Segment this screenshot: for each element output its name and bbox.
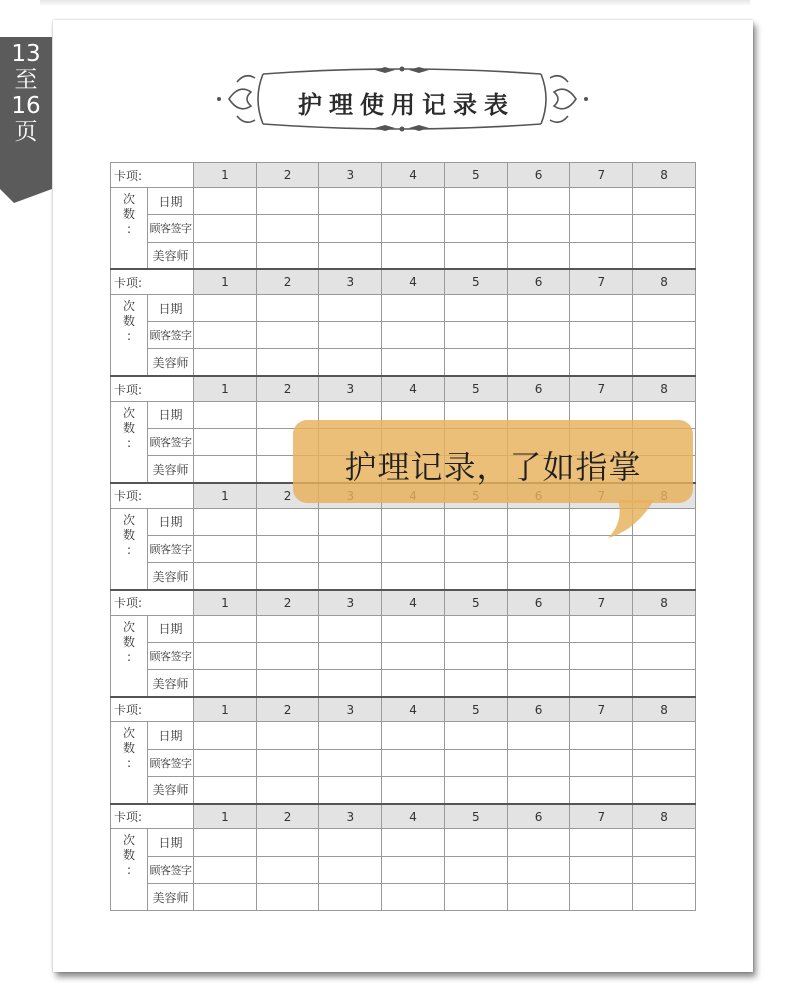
record-row	[111, 242, 696, 269]
entry-cell[interactable]	[382, 215, 445, 242]
row-label: 顾客签字	[148, 322, 194, 349]
entry-cell[interactable]	[507, 749, 570, 776]
count-label-char: :	[126, 542, 132, 557]
entry-cell[interactable]	[319, 508, 382, 535]
entry-cell[interactable]	[319, 883, 382, 910]
entry-cell[interactable]	[194, 777, 257, 804]
entry-cell[interactable]	[256, 563, 319, 590]
entry-cell[interactable]	[633, 749, 696, 776]
entry-cell[interactable]	[507, 883, 570, 910]
row-label: 顾客签字	[148, 535, 194, 562]
entry-cell[interactable]	[633, 856, 696, 883]
entry-cell[interactable]	[382, 535, 445, 562]
count-label-char: 次	[122, 512, 135, 527]
card-header-row	[111, 163, 696, 188]
card-item-label: 卡项:	[111, 804, 194, 829]
visit-number-cell: 7	[570, 804, 633, 829]
entry-cell[interactable]	[194, 349, 257, 376]
entry-cell[interactable]	[256, 215, 319, 242]
record-row	[111, 563, 696, 590]
visit-number-cell: 3	[319, 590, 382, 615]
visit-number-cell: 4	[382, 590, 445, 615]
entry-cell[interactable]	[444, 215, 507, 242]
entry-cell[interactable]	[633, 670, 696, 697]
entry-cell[interactable]	[507, 829, 570, 856]
entry-cell[interactable]	[633, 215, 696, 242]
visit-number-cell: 3	[319, 163, 382, 188]
card-header-row	[111, 697, 696, 722]
visit-number-cell: 8	[633, 697, 696, 722]
entry-cell[interactable]	[444, 188, 507, 215]
entry-cell[interactable]	[570, 722, 633, 749]
count-label-char: :	[126, 649, 132, 664]
entry-cell[interactable]	[194, 242, 257, 269]
record-row	[111, 294, 696, 321]
entry-cell[interactable]	[444, 242, 507, 269]
row-label: 顾客签字	[148, 749, 194, 776]
entry-cell[interactable]	[256, 829, 319, 856]
entry-cell[interactable]	[570, 670, 633, 697]
entry-cell[interactable]	[382, 322, 445, 349]
entry-cell[interactable]	[507, 722, 570, 749]
count-label	[111, 508, 148, 590]
entry-cell[interactable]	[507, 642, 570, 669]
entry-cell[interactable]	[570, 777, 633, 804]
entry-cell[interactable]	[256, 508, 319, 535]
visit-number-cell: 2	[256, 697, 319, 722]
count-label-char: 数	[122, 848, 135, 863]
entry-cell[interactable]	[444, 883, 507, 910]
entry-cell[interactable]	[444, 829, 507, 856]
record-row	[111, 642, 696, 669]
visit-number-cell: 2	[256, 590, 319, 615]
entry-cell[interactable]	[194, 456, 257, 483]
tab-line: 页	[14, 119, 38, 145]
visit-number-cell: 8	[633, 269, 696, 294]
entry-cell[interactable]	[382, 508, 445, 535]
count-label-char: :	[126, 435, 132, 450]
visit-number-cell: 4	[382, 269, 445, 294]
entry-cell[interactable]	[194, 294, 257, 321]
count-label-char: 数	[122, 313, 135, 328]
entry-cell[interactable]	[382, 856, 445, 883]
record-row	[111, 670, 696, 697]
entry-cell[interactable]	[444, 508, 507, 535]
row-label: 日期	[148, 401, 194, 428]
visit-number-cell: 1	[194, 269, 257, 294]
entry-cell[interactable]	[633, 294, 696, 321]
entry-cell[interactable]	[319, 749, 382, 776]
visit-number-cell: 6	[507, 697, 570, 722]
entry-cell[interactable]	[382, 615, 445, 642]
entry-cell[interactable]	[444, 615, 507, 642]
entry-cell[interactable]	[319, 642, 382, 669]
entry-cell[interactable]	[194, 670, 257, 697]
card-header-row	[111, 269, 696, 294]
count-label-char: :	[126, 863, 132, 878]
visit-number-cell: 2	[256, 483, 319, 508]
visit-number-cell: 4	[382, 804, 445, 829]
visit-number-cell: 5	[444, 804, 507, 829]
row-label: 美容师	[148, 242, 194, 269]
entry-cell[interactable]	[256, 242, 319, 269]
entry-cell[interactable]	[444, 535, 507, 562]
entry-cell[interactable]	[382, 242, 445, 269]
entry-cell[interactable]	[570, 563, 633, 590]
visit-number-cell: 3	[319, 697, 382, 722]
card-item-label: 卡项:	[111, 163, 194, 188]
page-title: 护理使用记录表	[298, 91, 515, 119]
entry-cell[interactable]	[194, 642, 257, 669]
count-label	[111, 294, 148, 376]
entry-cell[interactable]	[256, 856, 319, 883]
entry-cell[interactable]	[256, 349, 319, 376]
entry-cell[interactable]	[507, 856, 570, 883]
entry-cell[interactable]	[256, 322, 319, 349]
count-label	[111, 829, 148, 911]
visit-number-cell: 3	[319, 269, 382, 294]
entry-cell[interactable]	[319, 670, 382, 697]
card-item-label: 卡项:	[111, 269, 194, 294]
visit-number-cell: 3	[319, 376, 382, 401]
visit-number-cell: 7	[570, 376, 633, 401]
visit-number-cell: 7	[570, 163, 633, 188]
top-edge-shadow	[40, 0, 750, 6]
entry-cell[interactable]	[570, 322, 633, 349]
entry-cell[interactable]	[194, 563, 257, 590]
entry-cell[interactable]	[507, 188, 570, 215]
visit-number-cell: 1	[194, 804, 257, 829]
entry-cell[interactable]	[256, 670, 319, 697]
count-label-char: 数	[122, 207, 135, 221]
entry-cell[interactable]	[194, 856, 257, 883]
callout-text: 护理记录，了如指掌	[344, 448, 642, 486]
count-label-char: 次	[122, 833, 135, 848]
visit-number-cell: 6	[507, 163, 570, 188]
visit-number-cell: 7	[570, 590, 633, 615]
row-label: 美容师	[148, 777, 194, 804]
entry-cell[interactable]	[194, 429, 257, 456]
count-label-char: 数	[122, 527, 135, 542]
tab-line: 16	[11, 93, 41, 119]
entry-cell[interactable]	[507, 242, 570, 269]
record-row	[111, 615, 696, 642]
tab-line: 13	[11, 41, 41, 67]
entry-cell[interactable]	[570, 215, 633, 242]
entry-cell[interactable]	[256, 722, 319, 749]
card-item-label: 卡项:	[111, 697, 194, 722]
record-row	[111, 722, 696, 749]
visit-number-cell: 5	[444, 590, 507, 615]
visit-number-cell: 6	[507, 804, 570, 829]
record-row	[111, 215, 696, 242]
entry-cell[interactable]	[194, 215, 257, 242]
entry-cell[interactable]	[382, 749, 445, 776]
entry-cell[interactable]	[507, 349, 570, 376]
entry-cell[interactable]	[570, 349, 633, 376]
entry-cell[interactable]	[507, 670, 570, 697]
entry-cell[interactable]	[633, 188, 696, 215]
entry-cell[interactable]	[319, 349, 382, 376]
entry-cell[interactable]	[570, 294, 633, 321]
row-label: 顾客签字	[148, 215, 194, 242]
entry-cell[interactable]	[444, 294, 507, 321]
row-label: 美容师	[148, 456, 194, 483]
entry-cell[interactable]	[633, 642, 696, 669]
visit-number-cell: 2	[256, 804, 319, 829]
entry-cell[interactable]	[256, 188, 319, 215]
visit-number-cell: 1	[194, 483, 257, 508]
count-label	[111, 401, 148, 483]
entry-cell[interactable]	[194, 722, 257, 749]
entry-cell[interactable]	[444, 749, 507, 776]
entry-cell[interactable]	[382, 670, 445, 697]
visit-number-cell: 5	[444, 163, 507, 188]
count-label-char: 次	[122, 619, 135, 634]
entry-cell[interactable]	[256, 535, 319, 562]
row-label: 日期	[148, 188, 194, 215]
visit-number-cell: 1	[194, 590, 257, 615]
entry-cell[interactable]	[507, 777, 570, 804]
visit-number-cell: 1	[194, 697, 257, 722]
entry-cell[interactable]	[256, 777, 319, 804]
count-label-char: 次	[122, 192, 135, 206]
row-label: 美容师	[148, 563, 194, 590]
entry-cell[interactable]	[256, 883, 319, 910]
visit-number-cell: 5	[444, 376, 507, 401]
entry-cell[interactable]	[194, 749, 257, 776]
entry-cell[interactable]	[444, 856, 507, 883]
entry-cell[interactable]	[570, 242, 633, 269]
entry-cell[interactable]	[382, 722, 445, 749]
tab-line: 至	[14, 67, 38, 93]
entry-cell[interactable]	[633, 349, 696, 376]
entry-cell[interactable]	[319, 215, 382, 242]
count-label	[111, 188, 148, 270]
record-row	[111, 777, 696, 804]
visit-number-cell: 2	[256, 163, 319, 188]
entry-cell[interactable]	[633, 563, 696, 590]
visit-number-cell: 6	[507, 269, 570, 294]
entry-cell[interactable]	[444, 563, 507, 590]
entry-cell[interactable]	[256, 615, 319, 642]
entry-cell[interactable]	[194, 188, 257, 215]
entry-cell[interactable]	[570, 749, 633, 776]
visit-number-cell: 7	[570, 697, 633, 722]
entry-cell[interactable]	[319, 829, 382, 856]
entry-cell[interactable]	[194, 615, 257, 642]
entry-cell[interactable]	[570, 883, 633, 910]
entry-cell[interactable]	[633, 829, 696, 856]
card-item-label: 卡项:	[111, 376, 194, 401]
row-label: 顾客签字	[148, 856, 194, 883]
visit-number-cell: 7	[570, 269, 633, 294]
record-row	[111, 749, 696, 776]
visit-number-cell: 8	[633, 590, 696, 615]
count-label-char: 次	[122, 298, 135, 313]
entry-cell[interactable]	[319, 294, 382, 321]
entry-cell[interactable]	[382, 349, 445, 376]
callout-bubble	[293, 420, 693, 503]
entry-cell[interactable]	[256, 294, 319, 321]
page-range-tab	[0, 37, 52, 189]
entry-cell[interactable]	[633, 242, 696, 269]
row-label: 日期	[148, 615, 194, 642]
card-header-row	[111, 804, 696, 829]
entry-cell[interactable]	[444, 642, 507, 669]
entry-cell[interactable]	[507, 322, 570, 349]
entry-cell[interactable]	[570, 615, 633, 642]
visit-number-cell: 6	[507, 376, 570, 401]
record-row	[111, 322, 696, 349]
entry-cell[interactable]	[382, 188, 445, 215]
visit-number-cell: 4	[382, 163, 445, 188]
entry-cell[interactable]	[507, 535, 570, 562]
record-row	[111, 856, 696, 883]
visit-number-cell: 8	[633, 804, 696, 829]
count-label	[111, 722, 148, 804]
callout-tail-icon	[606, 500, 666, 540]
entry-cell[interactable]	[256, 642, 319, 669]
count-label	[111, 615, 148, 697]
row-label: 日期	[148, 294, 194, 321]
card-item-label: 卡项:	[111, 483, 194, 508]
count-label-char: 数	[122, 741, 135, 756]
entry-cell[interactable]	[319, 722, 382, 749]
visit-number-cell: 4	[382, 697, 445, 722]
count-label-char: 数	[122, 420, 135, 435]
record-row	[111, 883, 696, 910]
entry-cell[interactable]	[194, 508, 257, 535]
count-label-char: 次	[122, 726, 135, 741]
entry-cell[interactable]	[194, 322, 257, 349]
entry-cell[interactable]	[382, 829, 445, 856]
entry-cell[interactable]	[633, 322, 696, 349]
card-header-row	[111, 590, 696, 615]
entry-cell[interactable]	[319, 322, 382, 349]
entry-cell[interactable]	[444, 322, 507, 349]
row-label: 顾客签字	[148, 429, 194, 456]
row-label: 美容师	[148, 883, 194, 910]
entry-cell[interactable]	[570, 188, 633, 215]
count-label-char: :	[126, 222, 132, 236]
entry-cell[interactable]	[633, 615, 696, 642]
count-label-char: :	[126, 328, 132, 343]
row-label: 日期	[148, 508, 194, 535]
entry-cell[interactable]	[633, 722, 696, 749]
record-row	[111, 349, 696, 376]
entry-cell[interactable]	[507, 563, 570, 590]
entry-cell[interactable]	[319, 563, 382, 590]
visit-number-cell: 5	[444, 697, 507, 722]
entry-cell[interactable]	[194, 883, 257, 910]
card-header-row	[111, 376, 696, 401]
visit-number-cell: 2	[256, 269, 319, 294]
visit-number-cell: 2	[256, 376, 319, 401]
visit-number-cell: 5	[444, 269, 507, 294]
entry-cell[interactable]	[382, 883, 445, 910]
entry-cell[interactable]	[319, 188, 382, 215]
count-label-char: 数	[122, 634, 135, 649]
entry-cell[interactable]	[194, 401, 257, 428]
record-row	[111, 188, 696, 215]
visit-number-cell: 1	[194, 376, 257, 401]
row-label: 日期	[148, 722, 194, 749]
row-label: 美容师	[148, 670, 194, 697]
entry-cell[interactable]	[319, 856, 382, 883]
entry-cell[interactable]	[633, 777, 696, 804]
row-label: 美容师	[148, 349, 194, 376]
entry-cell[interactable]	[444, 670, 507, 697]
entry-cell[interactable]	[319, 615, 382, 642]
visit-number-cell: 6	[507, 590, 570, 615]
entry-cell[interactable]	[570, 642, 633, 669]
entry-cell[interactable]	[382, 294, 445, 321]
entry-cell[interactable]	[319, 777, 382, 804]
entry-cell[interactable]	[319, 535, 382, 562]
entry-cell[interactable]	[382, 563, 445, 590]
title-banner	[215, 62, 590, 136]
visit-number-cell: 8	[633, 376, 696, 401]
entry-cell[interactable]	[507, 508, 570, 535]
row-label: 日期	[148, 829, 194, 856]
entry-cell[interactable]	[570, 856, 633, 883]
count-label-char: 次	[122, 405, 135, 420]
record-row	[111, 829, 696, 856]
entry-cell[interactable]	[507, 215, 570, 242]
visit-number-cell: 4	[382, 376, 445, 401]
entry-cell[interactable]	[507, 294, 570, 321]
entry-cell[interactable]	[319, 242, 382, 269]
visit-number-cell: 1	[194, 163, 257, 188]
entry-cell[interactable]	[382, 642, 445, 669]
entry-cell[interactable]	[382, 777, 445, 804]
entry-cell[interactable]	[444, 777, 507, 804]
row-label: 顾客签字	[148, 642, 194, 669]
visit-number-cell: 8	[633, 163, 696, 188]
entry-cell[interactable]	[194, 829, 257, 856]
entry-cell[interactable]	[444, 349, 507, 376]
entry-cell[interactable]	[256, 749, 319, 776]
entry-cell[interactable]	[633, 883, 696, 910]
entry-cell[interactable]	[507, 615, 570, 642]
visit-number-cell: 3	[319, 804, 382, 829]
entry-cell[interactable]	[444, 722, 507, 749]
entry-cell[interactable]	[194, 535, 257, 562]
count-label-char: :	[126, 756, 132, 771]
card-item-label: 卡项:	[111, 590, 194, 615]
entry-cell[interactable]	[570, 829, 633, 856]
